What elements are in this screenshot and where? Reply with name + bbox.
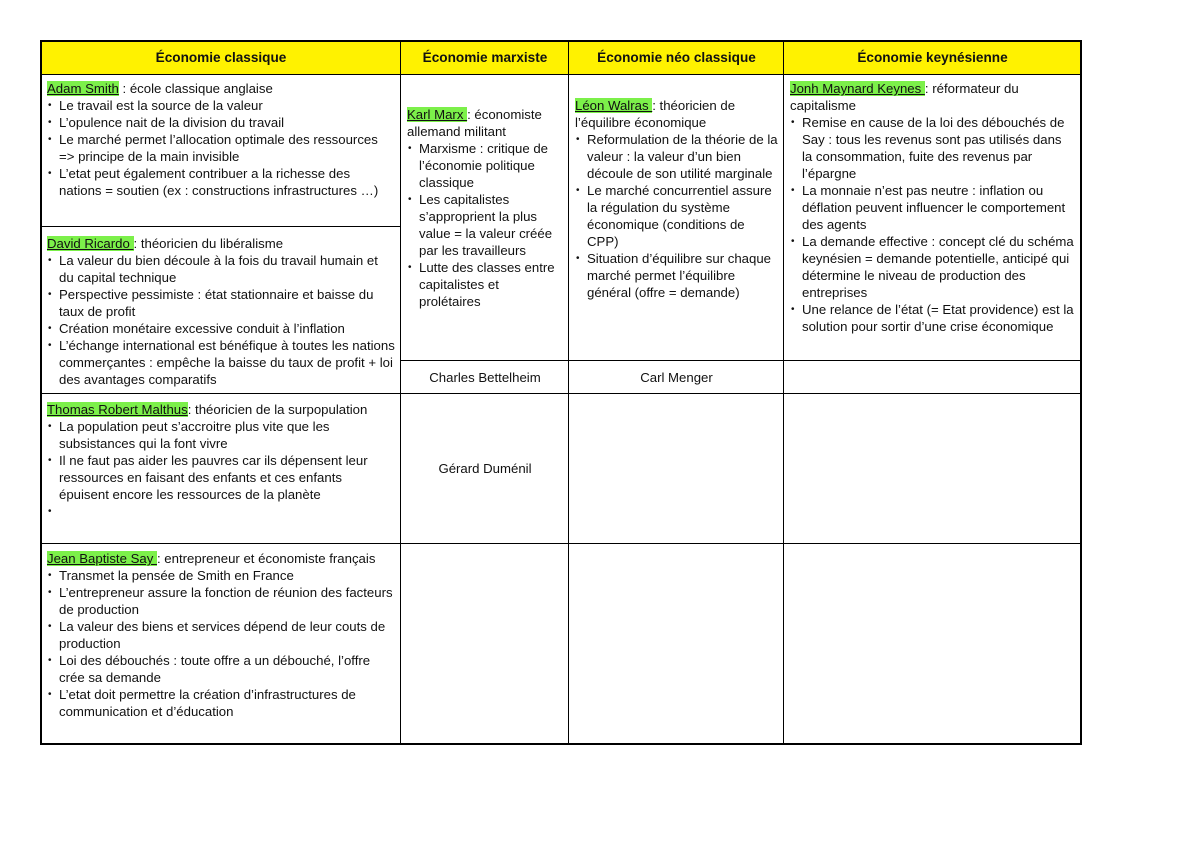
row-divider-3 [40,543,1082,544]
list-item: • La valeur du bien découle à la fois du travail humain et du capital technique [47,252,395,286]
malthus-name: Thomas Robert Malthus [47,402,188,417]
list-item: • L’etat doit permettre la création d’infrastructures de communication et d’éducation [47,686,395,720]
list-item: • La valeur des biens et services dépend de leur couts de production [47,618,395,652]
list-item: • Transmet la pensée de Smith en France [47,567,395,584]
list-item: • L’etat peut également contribuer a la richesse des nations = soutien (ex : constructions infrastructures …) [47,165,395,199]
leon-walras-name: Léon Walras [575,98,653,113]
cell-charles-bettelheim: Charles Bettelheim [429,369,541,385]
list-item: • La demande effective : concept clé du schéma keynésien = demande potentielle, anticipé qui détermine le niveau de production des entreprises [790,233,1075,301]
list-item: • Il ne faut pas aider les pauvres car ils dépensent leur ressources en faisant des enfants et ces enfants épuisent encore les ressources de la planète [47,452,395,503]
keynes-name: Jonh Maynard Keynes [790,81,925,96]
border-top [40,40,1082,42]
list-item: • Une relance de l’état (= Etat providence) est la solution pour sortir d’une crise économique [790,301,1075,335]
list-item: • Situation d’équilibre sur chaque marché permet l’équilibre général (offre = demande) [575,250,778,301]
list-item: • L’opulence nait de la division du travail [47,114,395,131]
list-item: • Les capitalistes s’approprient la plus value = la valeur créée par les travailleurs [407,191,563,259]
cell-karl-marx [402,105,568,355]
cell-david-ricardo [42,234,400,390]
malthus-list [47,418,395,520]
david-ricardo-desc: : théoricien du libéralisme [133,236,284,251]
row-divider-mid [400,360,1082,361]
david-ricardo-list [47,252,395,388]
list-item: • Reformulation de la théorie de la valeur : la valeur d’un bien découle de son utilité marginale [575,131,778,182]
list-item: • L’entrepreneur assure la fonction de réunion des facteurs de production [47,584,395,618]
list-item: • Remise en cause de la loi des débouchés de Say : tous les revenus sont pas utilisés dans la consommation, fuite des revenus par l’épargne [790,114,1075,182]
karl-marx-name: Karl Marx [407,107,468,122]
adam-smith-name: Adam Smith [47,81,119,96]
list-item: • Le marché concurrentiel assure la régulation du système économique (conditions de CPP) [575,182,778,250]
karl-marx-desc: : économiste allemand militant [407,107,542,139]
header-marxiste: Économie marxiste [401,41,569,74]
leon-walras-list [575,131,778,301]
header-classique: Économie classique [41,41,401,74]
say-list [47,567,395,720]
cell-gerard-dumenil: Gérard Duménil [438,461,532,476]
adam-smith-list [47,97,395,199]
adam-smith-desc: : école classique anglaise [118,81,273,96]
say-name: Jean Baptiste Say [47,551,157,566]
list-item: • Le travail est la source de la valeur [47,97,395,114]
say-desc: : entrepreneur et économiste français [156,551,376,566]
keynes-list [790,114,1075,335]
list-item: • Perspective pessimiste : état stationnaire et baisse du taux de profit [47,286,395,320]
list-item: • Le marché permet l’allocation optimale des ressources => principe de la main invisible [47,131,395,165]
cell-jean-baptiste-say [42,549,400,741]
malthus-desc: : théoricien de la surpopulation [187,402,368,417]
header-neoclassique: Économie néo classique [569,41,784,74]
list-item: • Marxisme : critique de l’économie politique classique [407,140,563,191]
list-item: • La population peut s’accroitre plus vite que les subsistances qui la font vivre [47,418,395,452]
cell-keynes [785,79,1080,359]
header-keynesienne: Économie keynésienne [784,41,1081,74]
cell-carl-menger: Carl Menger [640,369,713,385]
leon-walras-desc: : théoricien de l’équilibre économique [575,98,736,130]
karl-marx-list [407,140,563,310]
list-item: • La monnaie n’est pas neutre : inflation ou déflation peuvent influencer le comportement des agents [790,182,1075,233]
list-item: • L’échange international est bénéfique à toutes les nations commerçantes : empêche la baisse du taux de profit + loi des avantages comparatifs [47,337,395,388]
cell-adam-smith [42,79,400,225]
border-header-bottom [40,74,1082,75]
list-item: • Création monétaire excessive conduit à l’inflation [47,320,395,337]
list-item [47,503,395,520]
keynes-desc: : réformateur du capitalisme [790,81,1019,113]
cell-malthus [42,400,400,540]
border-bottom [40,743,1082,745]
cell-leon-walras [570,96,783,356]
david-ricardo-name: David Ricardo [47,236,134,251]
row-divider-smith [40,226,401,227]
list-item: • Lutte des classes entre capitalistes et prolétaires [407,259,563,310]
row-divider-2 [40,393,1082,394]
list-item: • Loi des débouchés : toute offre a un débouché, l’offre crée sa demande [47,652,395,686]
